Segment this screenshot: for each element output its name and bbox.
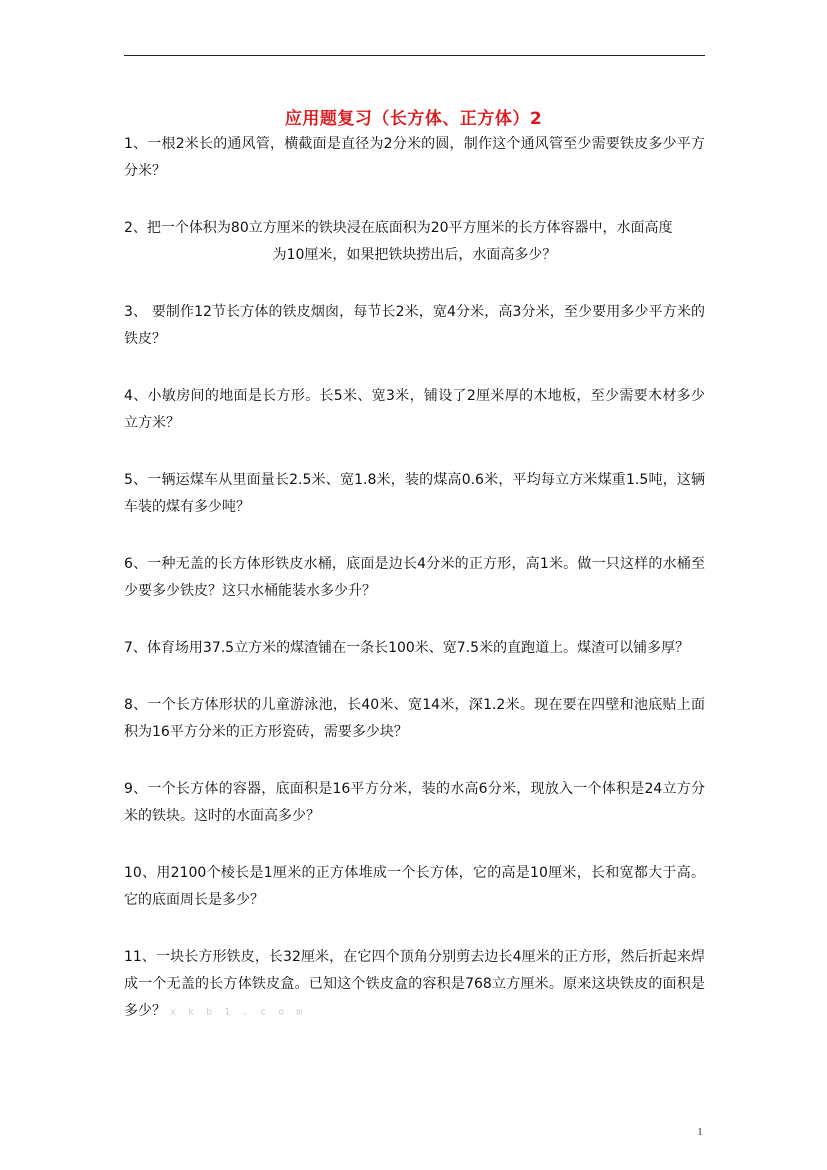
question-3 xyxy=(124,299,705,353)
question-list xyxy=(124,131,705,1056)
question-4 xyxy=(124,383,705,437)
question-7-text: 7、体育场用37.5立方米的煤渣铺在一条长100米、宽7.5米的直跑道上。煤渣可以铺多厚？ xyxy=(124,640,690,656)
question-2 xyxy=(124,215,705,269)
question-1-text: 1、一根2米长的通风管，横截面是直径为2分米的圆，制作这个通风管至少需要铁皮多少平方分米？ xyxy=(124,136,705,179)
page-number: 1 xyxy=(697,1126,703,1138)
question-8-text: 8、一个长方体形状的儿童游泳池，长40米、宽14米，深1.2米。现在要在四壁和池底贴上面积为16平方分米的正方形瓷砖，需要多少块？ xyxy=(124,697,705,740)
watermark-text: x k b 1 . c o m xyxy=(170,1007,306,1018)
question-2-text-line2: 为10厘米，如果把铁块捞出后，水面高多少？ xyxy=(272,247,557,263)
header-rule xyxy=(124,55,705,56)
question-7 xyxy=(124,635,705,662)
question-11-text: 11、一块长方形铁皮，长32厘米，在它四个顶角分别剪去边长4厘米的正方形，然后折起来焊成一个无盖的长方体铁皮盒。已知这个铁皮盒的容积是768立方厘米。原来这块铁皮的面积是多少？ xyxy=(124,949,705,1019)
question-10-text: 10、用2100个棱长是1厘米的正方体堆成一个长方体，它的高是10厘米，长和宽都大于高。它的底面周长是多少？ xyxy=(124,865,705,908)
question-8 xyxy=(124,692,705,746)
question-3-text: 3、 要制作12节长方体的铁皮烟囱，每节长2米，宽4分米，高3分米，至少要用多少平方米的铁皮？ xyxy=(124,304,705,347)
question-11 xyxy=(124,944,705,1026)
question-9-text: 9、一个长方体的容器，底面积是16平方分米，装的水高6分米，现放入一个体积是24立方分米的铁块。这时的水面高多少？ xyxy=(124,781,705,824)
question-1 xyxy=(124,131,705,185)
question-10 xyxy=(124,860,705,914)
question-5 xyxy=(124,467,705,521)
question-2-text: 2、把一个体积为80立方厘米的铁块浸在底面积为20平方厘米的长方体容器中，水面高度 xyxy=(124,220,673,236)
question-5-text: 5、一辆运煤车从里面量长2.5米、宽1.8米，装的煤高0.6米，平均每立方米煤重1.5吨，这辆车装的煤有多少吨？ xyxy=(124,472,705,515)
question-4-text: 4、小敏房间的地面是长方形。长5米、宽3米，铺设了2厘米厚的木地板，至少需要木材多少立方米？ xyxy=(124,388,705,431)
question-6-text: 6、一种无盖的长方体形铁皮水桶，底面是边长4分米的正方形，高1米。做一只这样的水桶至少要多少铁皮？这只水桶能装水多少升？ xyxy=(124,556,705,599)
question-6 xyxy=(124,551,705,605)
document-title: 应用题复习（长方体、正方体）2 xyxy=(284,109,543,129)
question-9 xyxy=(124,776,705,830)
